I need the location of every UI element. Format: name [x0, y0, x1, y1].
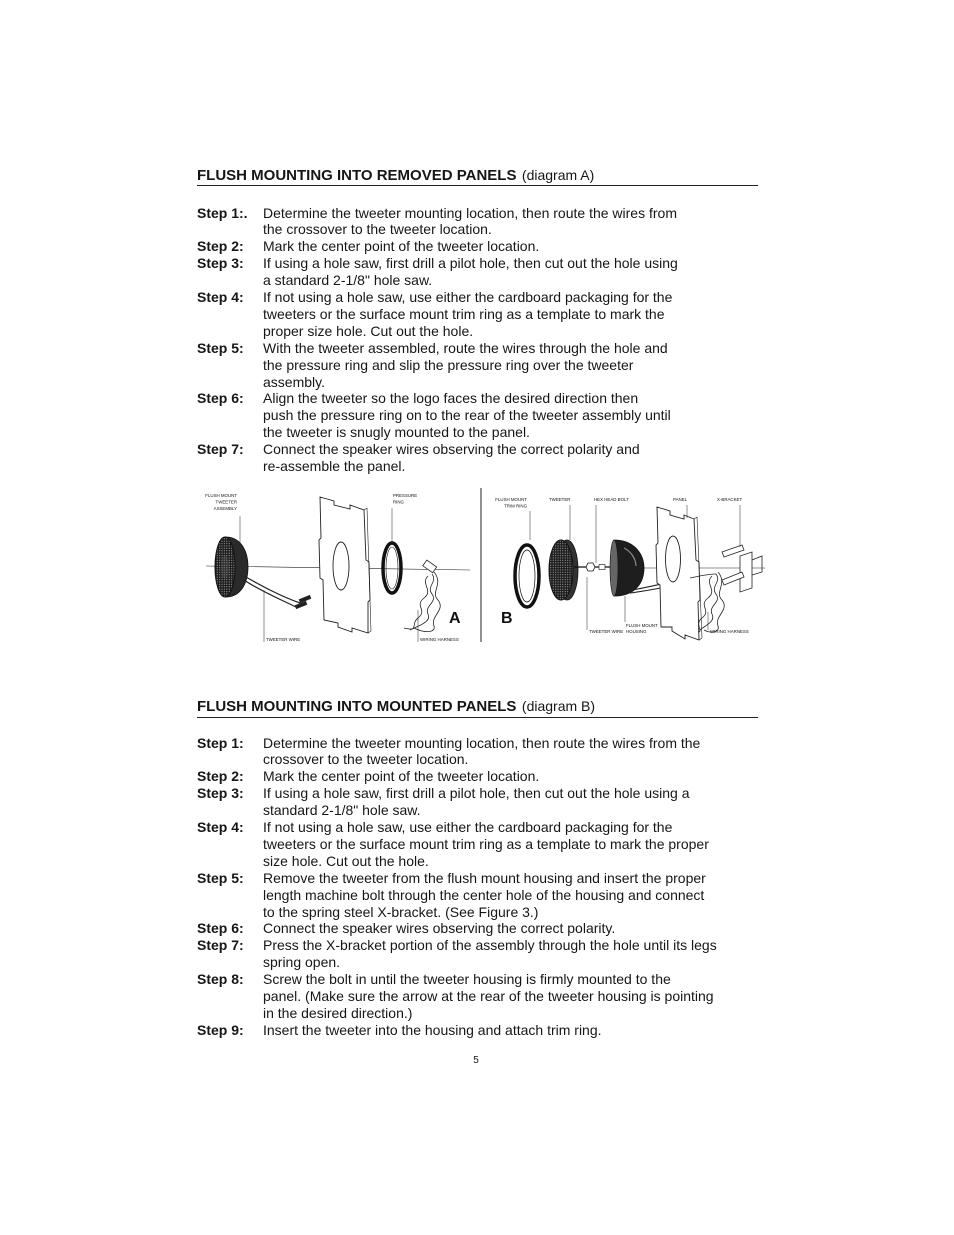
step-text-line: With the tweeter assembled, route the wires through the hole and — [263, 339, 668, 356]
hex-head-bolt — [574, 563, 614, 571]
step-text-line: to the spring steel X-bracket. (See Figure 3.) — [263, 903, 539, 920]
step-6 — [197, 920, 717, 937]
section-heading-removed-panels — [197, 166, 594, 185]
diagram-letter-b: B — [501, 610, 513, 627]
label-wiring-harness: WIRING HARNESS — [420, 637, 459, 642]
step-text-line: Insert the tweeter into the housing and attach trim ring. — [263, 1021, 602, 1038]
step-label: Step 3: — [197, 255, 244, 272]
step-text — [263, 870, 706, 921]
label-hex-head-bolt: HEX HEAD BOLT — [594, 497, 629, 502]
label-tweeter-wire: TWEETER WIRE — [266, 637, 301, 642]
step-text-line: the pressure ring and slip the pressure ring over the tweeter — [263, 356, 634, 373]
step-5 — [197, 870, 717, 921]
step-label: Step 2: — [197, 238, 244, 255]
step-label: Step 9: — [197, 1021, 244, 1038]
step-text — [263, 205, 677, 239]
step-text-line: Connect the speaker wires observing the correct polarity and — [263, 441, 640, 458]
label-flush-mount-trim-ring: FLUSH MOUNT — [495, 497, 527, 502]
step-label: Step 2: — [197, 768, 244, 785]
step-2 — [197, 768, 717, 785]
label-panel: PANEL — [673, 497, 688, 502]
step-4 — [197, 289, 678, 340]
step-label: Step 7: — [197, 937, 244, 954]
step-3 — [197, 785, 717, 819]
step-label: Step 8: — [197, 971, 244, 988]
step-label: Step 5: — [197, 339, 244, 356]
step-text — [263, 1022, 602, 1039]
step-9 — [197, 1022, 717, 1039]
wiring-harness-a — [404, 560, 440, 632]
step-1 — [197, 205, 678, 239]
step-text-line: standard 2-1/8" hole saw. — [263, 802, 421, 819]
section-heading-mounted-panels — [197, 697, 595, 716]
step-text — [263, 340, 668, 391]
label-tweeter: TWEETER — [549, 497, 571, 502]
section-diagram-ref: (diagram B) — [521, 698, 596, 714]
label-flush-mount-housing: FLUSH MOUNT — [626, 623, 658, 628]
flush-mount-trim-ring — [515, 545, 539, 607]
step-label: Step 4: — [197, 289, 244, 306]
label-x-bracket: X-BRACKET — [717, 497, 743, 502]
step-text-line: size hole. Cut out the hole. — [263, 852, 429, 869]
section-title: FLUSH MOUNTING INTO REMOVED PANELS — [197, 167, 517, 184]
step-label: Step 5: — [197, 869, 244, 886]
step-text-line: proper size hole. Cut out the hole. — [263, 322, 474, 339]
step-text-line: Determine the tweeter mounting location, then route the wires from the — [263, 734, 701, 751]
step-text — [263, 920, 615, 937]
step-text-line: tweeters or the surface mount trim ring as a template to mark the — [263, 305, 665, 322]
step-text — [263, 390, 671, 441]
step-text-line: spring open. — [263, 954, 341, 971]
step-text-line: panel. (Make sure the arrow at the rear of the tweeter housing is pointing — [263, 988, 714, 1005]
step-8 — [197, 971, 717, 1022]
step-text-line: If using a hole saw, first drill a pilot hole, then cut out the hole using a — [263, 785, 690, 802]
label-flush-mount-tweeter-assembly: TWEETER — [215, 499, 237, 505]
step-text-line: a standard 2-1/8" hole saw. — [263, 272, 433, 289]
step-text-line: re-assemble the panel. — [263, 458, 406, 475]
label-flush-mount-tweeter-assembly: FLUSH MOUNT — [205, 493, 237, 498]
step-text — [263, 937, 717, 971]
step-text-line: Screw the bolt in until the tweeter housing is firmly mounted to the — [263, 971, 671, 988]
label-flush-mount-housing: HOUSING — [626, 629, 647, 634]
step-label: Step 7: — [197, 441, 244, 458]
step-text — [263, 441, 640, 475]
x-bracket — [722, 545, 762, 592]
step-3 — [197, 255, 678, 289]
pressure-ring — [383, 543, 401, 593]
label-flush-mount-tweeter-assembly: ASSEMBLY — [213, 506, 237, 511]
label-pressure-ring: RING — [393, 499, 404, 505]
panel-a — [319, 497, 371, 633]
step-text-line: in the desired direction.) — [263, 1005, 413, 1021]
step-label: Step 6: — [197, 390, 244, 407]
step-text-line: Press the X-bracket portion of the assembly through the hole until its legs — [263, 937, 717, 954]
step-text-line: Determine the tweeter mounting location, then route the wires from — [263, 204, 677, 221]
diagram-a — [205, 493, 470, 642]
step-label: Step 4: — [197, 819, 244, 836]
section-rule — [197, 185, 758, 186]
step-4 — [197, 819, 717, 870]
step-label: Step 1:. — [197, 204, 248, 221]
section-rule — [197, 717, 758, 718]
step-text-line: push the pressure ring on to the rear of the tweeter assembly until — [263, 407, 671, 424]
step-text-line: If not using a hole saw, use either the cardboard packaging for the — [263, 289, 673, 306]
panel-b — [656, 507, 702, 640]
flush-mount-tweeter-assembly — [215, 537, 248, 597]
page-number: 5 — [473, 1055, 479, 1066]
step-label: Step 3: — [197, 785, 244, 802]
steps-list-mounted-panels — [197, 735, 717, 1039]
mounting-diagrams — [195, 485, 770, 650]
tweeter-b — [549, 540, 578, 600]
step-text — [263, 289, 672, 340]
flush-mount-housing — [610, 540, 644, 596]
label-pressure-ring: PRESSURE — [393, 493, 418, 498]
steps-list-removed-panels — [197, 205, 678, 476]
step-text-line: crossover to the tweeter location. — [263, 751, 469, 768]
diagram-letter-a: A — [449, 610, 461, 627]
step-7 — [197, 441, 678, 475]
step-text-line: If using a hole saw, first drill a pilot hole, then cut out the hole using — [263, 255, 678, 272]
step-text — [263, 819, 709, 870]
step-text-line: the crossover to the tweeter location. — [263, 221, 492, 238]
step-text — [263, 971, 714, 1022]
section-title: FLUSH MOUNTING INTO MOUNTED PANELS — [197, 698, 517, 715]
step-text — [263, 255, 678, 289]
diagram-b — [495, 497, 765, 640]
section-diagram-ref: (diagram A) — [521, 167, 595, 183]
tweeter-wire-a — [244, 576, 311, 609]
step-text-line: assembly. — [263, 373, 325, 390]
step-2 — [197, 238, 678, 255]
step-label: Step 6: — [197, 920, 244, 937]
step-text-line: length machine bolt through the center hole of the housing and connect — [263, 886, 705, 903]
label-flush-mount-trim-ring: TRIM RING — [504, 503, 527, 509]
step-text-line: Align the tweeter so the logo faces the desired direction then — [263, 390, 639, 407]
step-text-line: the tweeter is snugly mounted to the panel. — [263, 424, 530, 441]
step-text — [263, 768, 539, 785]
step-text — [263, 785, 689, 819]
step-text-line: Connect the speaker wires observing the correct polarity. — [263, 920, 616, 937]
step-text-line: Mark the center point of the tweeter location. — [263, 238, 540, 255]
label-wiring-harness: WIRING HARNESS — [710, 629, 749, 634]
step-5 — [197, 340, 678, 391]
step-6 — [197, 390, 678, 441]
step-7 — [197, 937, 717, 971]
step-1 — [197, 735, 717, 769]
step-text-line: Remove the tweeter from the flush mount housing and insert the proper — [263, 869, 706, 886]
step-text-line: Mark the center point of the tweeter location. — [263, 768, 540, 785]
label-tweeter-wire: TWEETER WIRE — [589, 629, 624, 634]
step-text-line: tweeters or the surface mount trim ring as a template to mark the proper — [263, 835, 709, 852]
step-text-line: If not using a hole saw, use either the cardboard packaging for the — [263, 819, 673, 836]
step-text — [263, 735, 700, 769]
step-label: Step 1: — [197, 734, 244, 751]
step-text — [263, 238, 539, 255]
panel-hole — [333, 542, 349, 590]
panel-hole — [666, 536, 681, 582]
